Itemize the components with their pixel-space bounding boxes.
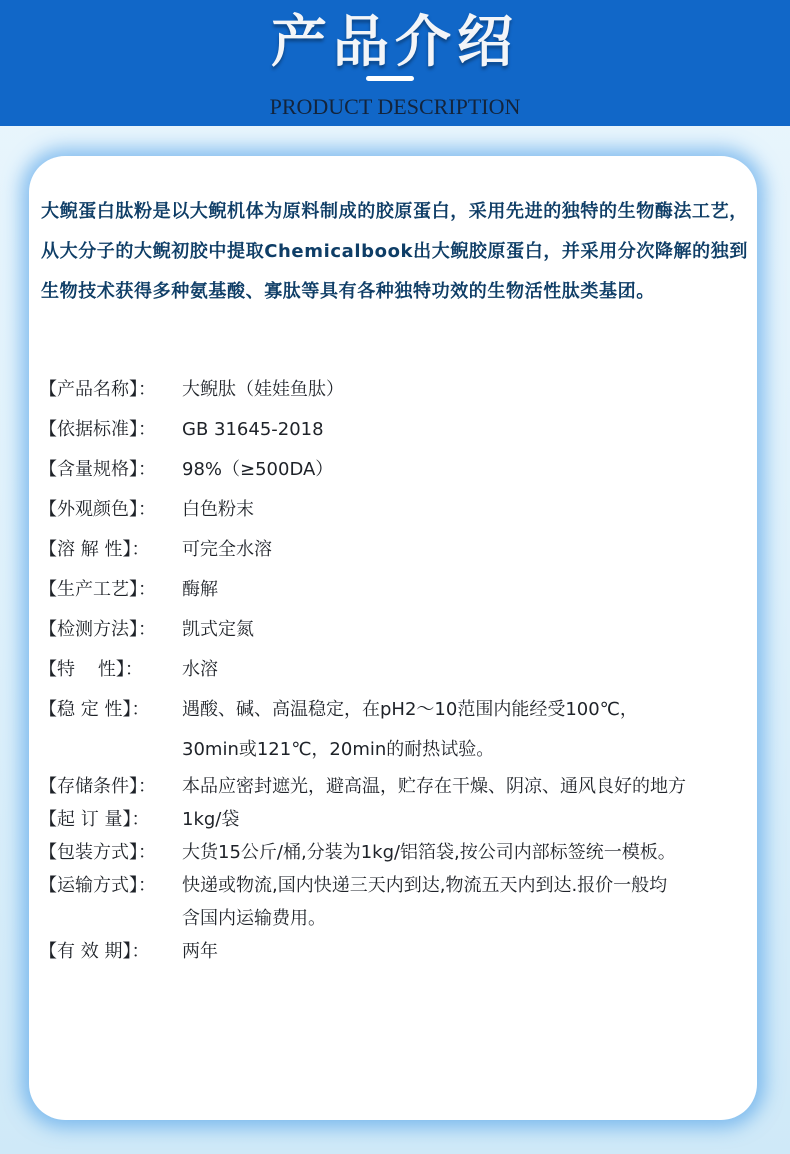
spec-value: 水溶 [182, 659, 218, 680]
spec-row-product-name [39, 370, 754, 410]
spec-list [39, 370, 754, 968]
spec-row-stability [39, 690, 754, 770]
spec-row-test-method [39, 610, 754, 650]
spec-row-appearance [39, 490, 754, 530]
page-subtitle: PRODUCT DESCRIPTION [269, 94, 521, 119]
spec-label: 【检测方法】： [39, 619, 156, 640]
product-description-card [29, 156, 757, 1120]
header-banner [0, 0, 790, 126]
page-title: 产品介绍 [271, 9, 519, 75]
spec-row-packaging [39, 836, 754, 869]
spec-value: 快递或物流,国内快递三天内到达,物流五天内到达.报价一般均 含国内运输费用。 [182, 875, 668, 929]
spec-label: 【溶 解 性】： [39, 539, 150, 560]
spec-value: 遇酸、碱、高温稳定，在pH2～10范围内能经受100℃， 30min或121℃，20min的耐热试验。 [182, 699, 638, 760]
spec-row-content [39, 450, 754, 490]
spec-value: 白色粉末 [182, 499, 254, 520]
spec-label: 【特 性】： [39, 659, 143, 680]
spec-value: 98%（≥500DA） [182, 459, 334, 480]
spec-row-shelf-life [39, 935, 754, 968]
spec-row-standard [39, 410, 754, 450]
spec-label: 【外观颜色】： [39, 499, 156, 520]
spec-value: 大鲵肽（娃娃鱼肽） [182, 379, 344, 400]
spec-label: 【包装方式】： [39, 842, 156, 863]
spec-value: GB 31645-2018 [182, 419, 324, 440]
spec-label: 【有 效 期】： [39, 941, 150, 962]
title-underline [366, 76, 414, 81]
spec-value: 酶解 [182, 579, 218, 600]
spec-row-storage [39, 770, 754, 803]
spec-value: 1kg/袋 [182, 809, 240, 830]
spec-value: 本品应密封遮光，避高温，贮存在干燥、阴凉、通风良好的地方 [182, 776, 686, 797]
spec-value: 两年 [182, 941, 218, 962]
spec-value: 可完全水溶 [182, 539, 272, 560]
spec-row-solubility [39, 530, 754, 570]
spec-label: 【含量规格】： [39, 459, 156, 480]
spec-label: 【存储条件】： [39, 776, 156, 797]
spec-row-property [39, 650, 754, 690]
intro-paragraph: 大鲵蛋白肽粉是以大鲵机体为原料制成的胶原蛋白，采用先进的独特的生物酶法工艺，从大分子的大鲵初胶中提取Chemicalbook出大鲵胶原蛋白，并采用分次降解的独到生物技术获得多种氨基酸、寡肽等具有各种独特功效的生物活性肽类基团。 [41, 201, 748, 302]
spec-row-shipping [39, 869, 754, 935]
spec-label: 【稳 定 性】： [39, 699, 150, 720]
spec-label: 【生产工艺】： [39, 579, 156, 600]
spec-row-process [39, 570, 754, 610]
spec-label: 【运输方式】： [39, 875, 156, 896]
spec-row-moq [39, 803, 754, 836]
spec-label: 【依据标准】： [39, 419, 156, 440]
spec-value: 凯式定氮 [182, 619, 254, 640]
spec-label: 【起 订 量】： [39, 809, 150, 830]
spec-value: 大货15公斤/桶,分装为1kg/铝箔袋,按公司内部标签统一模板。 [182, 842, 676, 863]
spec-label: 【产品名称】： [39, 379, 156, 400]
